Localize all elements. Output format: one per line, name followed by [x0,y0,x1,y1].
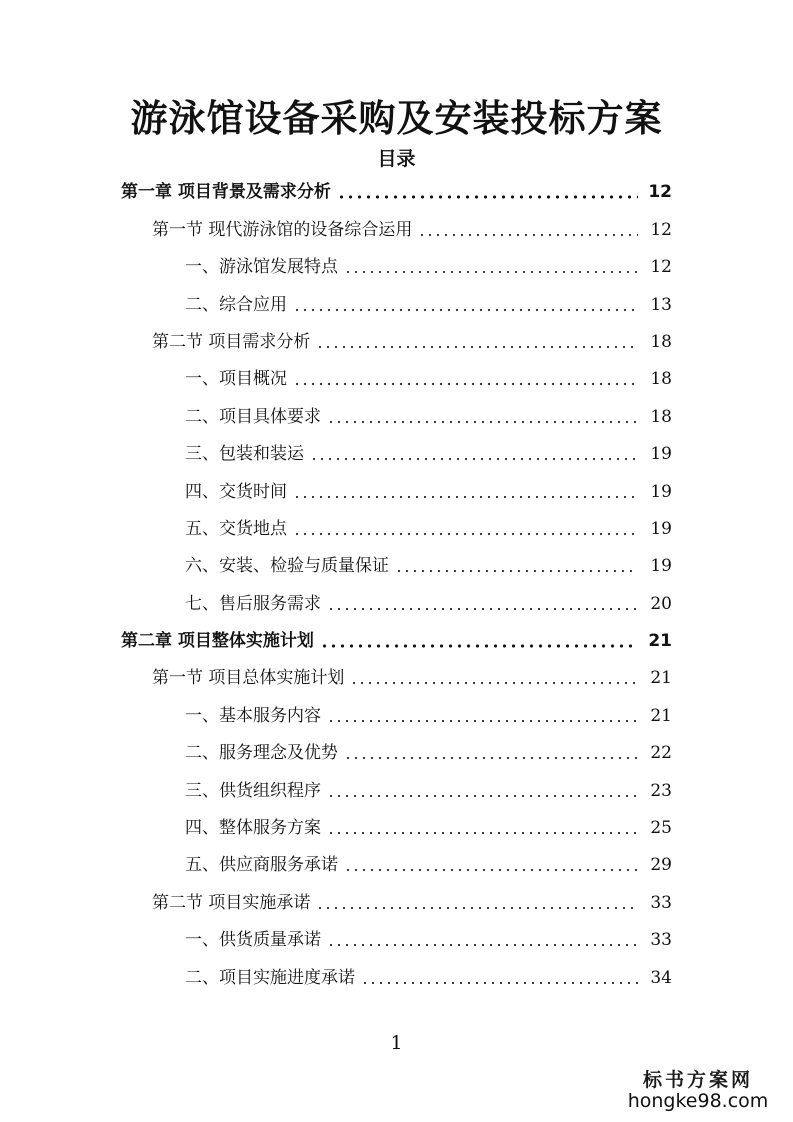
toc-entry-label: 二、服务理念及优势 [185,743,338,764]
toc-entry-item[interactable] [0,396,793,433]
toc-dot-leader [327,607,638,611]
toc-entry-label: 七、售后服务需求 [185,593,321,614]
watermark-brand: 标书方案网 [642,1069,753,1091]
toc-entry-page-number: 19 [650,518,672,539]
toc-dot-leader [293,382,638,386]
toc-entry-label: 二、综合应用 [185,294,287,315]
toc-dot-leader [316,906,638,910]
toc-entry-item[interactable] [0,471,793,508]
toc-entry-page-number: 18 [650,331,672,352]
toc-entry-label: 第二节 项目实施承诺 [152,892,311,913]
toc-entry-item[interactable] [0,695,793,732]
toc-entry-page-number: 13 [650,294,672,315]
toc-entry-label: 四、整体服务方案 [185,818,321,839]
toc-entry-page-number: 33 [650,892,672,913]
toc-entry-page-number: 21 [650,668,672,689]
toc-dot-leader [327,420,638,424]
toc-entry-page-number: 18 [650,406,672,427]
page-number: 1 [390,1032,403,1054]
toc-dot-leader [344,868,638,872]
toc-entry-section[interactable] [0,322,793,359]
toc-entry-label: 三、包装和装运 [185,444,304,465]
toc-entry-item[interactable] [0,770,793,807]
toc-entry-item[interactable] [0,284,793,321]
toc-entry-label: 第一节 现代游泳馆的设备综合运用 [152,219,413,240]
toc-entry-page-number: 19 [650,556,672,577]
toc-entry-label: 第二节 项目需求分析 [152,331,311,352]
toc-entry-label: 五、供应商服务承诺 [185,855,338,876]
toc-entry-item[interactable] [0,845,793,882]
toc-dot-leader [337,195,638,199]
toc-entry-page-number: 12 [648,182,672,203]
toc-dot-leader [344,270,638,274]
toc-dot-leader [320,644,638,648]
toc-entry-item[interactable] [0,509,793,546]
toc-entry-item[interactable] [0,808,793,845]
toc-entry-label: 三、供货组织程序 [185,780,321,801]
toc-dot-leader [350,681,638,685]
toc-dot-leader [316,345,638,349]
toc-entry-page-number: 12 [650,219,672,240]
toc-dot-leader [327,943,638,947]
toc-entry-page-number: 12 [650,257,672,278]
toc-entry-page-number: 25 [650,818,672,839]
toc-entry-page-number: 21 [650,705,672,726]
toc-entry-item[interactable] [0,247,793,284]
toc-dot-leader [344,756,638,760]
toc-entry-page-number: 23 [650,780,672,801]
toc-entry-label: 第二章 项目整体实施计划 [121,631,314,652]
toc-entry-section[interactable] [0,209,793,246]
toc-entry-label: 第一章 项目背景及需求分析 [121,182,331,203]
toc-entry-page-number: 21 [648,631,672,652]
toc-entry-page-number: 22 [650,743,672,764]
toc-dot-leader [293,308,638,312]
toc-entry-label: 第一节 项目总体实施计划 [152,668,345,689]
toc-dot-leader [327,719,638,723]
toc-entry-page-number: 19 [650,444,672,465]
toc-heading: 目录 [377,148,416,170]
toc-entry-page-number: 33 [650,930,672,951]
toc-dot-leader [361,981,638,985]
toc-dot-leader [418,233,638,237]
toc-entry-label: 一、项目概况 [185,369,287,390]
toc-entry-page-number: 34 [650,967,672,988]
toc-entry-item[interactable] [0,920,793,957]
toc-entry-label: 二、项目实施进度承诺 [185,967,355,988]
toc-entry-item[interactable] [0,957,793,994]
toc-entry-label: 二、项目具体要求 [185,406,321,427]
toc-entry-label: 六、安装、检验与质量保证 [185,556,389,577]
toc-dot-leader [395,569,638,573]
toc-entry-page-number: 29 [650,855,672,876]
toc-entry-label: 五、交货地点 [185,518,287,539]
toc-entry-label: 一、游泳馆发展特点 [185,257,338,278]
table-of-contents [0,172,793,995]
toc-entry-page-number: 18 [650,369,672,390]
toc-entry-chapter[interactable] [0,621,793,658]
toc-entry-item[interactable] [0,733,793,770]
watermark-url: hongke98.com [627,1090,769,1112]
toc-entry-label: 一、供货质量承诺 [185,930,321,951]
toc-entry-item[interactable] [0,583,793,620]
toc-entry-item[interactable] [0,359,793,396]
document-title: 游泳馆设备采购及安装投标方案 [130,97,663,140]
toc-dot-leader [293,495,638,499]
toc-entry-chapter[interactable] [0,172,793,209]
toc-entry-page-number: 19 [650,481,672,502]
toc-entry-label: 四、交货时间 [185,481,287,502]
toc-entry-item[interactable] [0,434,793,471]
toc-dot-leader [327,794,638,798]
toc-entry-section[interactable] [0,882,793,919]
toc-dot-leader [327,831,638,835]
toc-entry-section[interactable] [0,658,793,695]
toc-dot-leader [293,532,638,536]
toc-entry-label: 一、基本服务内容 [185,705,321,726]
toc-entry-item[interactable] [0,546,793,583]
watermark-logo [623,1065,773,1112]
toc-dot-leader [310,457,638,461]
toc-entry-page-number: 20 [650,593,672,614]
